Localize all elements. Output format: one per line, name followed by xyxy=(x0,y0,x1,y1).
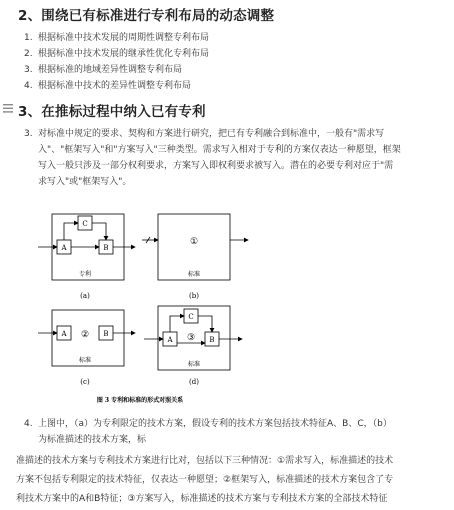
feature-b: B xyxy=(103,330,109,338)
feature-c: C xyxy=(82,220,88,228)
section-2-heading: 2、围绕已有标准进行专利布局的动态调整 xyxy=(18,8,275,24)
feature-a: A xyxy=(61,244,67,252)
paragraph-item-4: 4. 上图中，（a）为专利限定的技术方案，假设专利的技术方案包括技术特征A、B、C，（b） 为标准描述的技术方案，标 xyxy=(24,419,392,445)
diagram-b xyxy=(142,214,248,300)
feature-a: A xyxy=(167,336,173,344)
list-icon[interactable] xyxy=(3,104,13,116)
box-label: 标准 xyxy=(187,271,201,278)
feature-b: B xyxy=(209,336,215,344)
list-item: 2. 根据标准中技术发展的继承性优化专利布局 xyxy=(24,49,210,59)
list-item: 1. 根据标准中技术发展的周期性调整专利布局 xyxy=(24,33,210,43)
feature-a: A xyxy=(61,330,67,338)
box-label: 标准 xyxy=(187,361,201,368)
list-item: 3. 根据标准的地域差异性调整专利布局 xyxy=(24,65,183,75)
patent-standard-figure xyxy=(30,206,270,406)
feature-b: B xyxy=(103,244,109,252)
paragraph-item-3: 3. 对标准中规定的要求、契构和方案进行研究，把已有专利融合到标准中，一般有"需求写 入"、"框架写入"和"方案写入"三种类型。需求写入相对于专利的方案仅表达一种愿望，框架 写入一般只涉及一部分权利要求，方案写入即权利要求被写入。潜在的必要专利对应于"需 求写入"或"框架写入"。 xyxy=(24,129,401,187)
diagram-a xyxy=(38,214,135,300)
subfigure-label: (d) xyxy=(189,378,199,386)
mark-2: ② xyxy=(80,330,90,340)
subfigure-label: (b) xyxy=(189,292,199,300)
mark-3: ③ xyxy=(186,333,196,343)
subfigure-label: (c) xyxy=(80,378,90,386)
section-3-heading: 3、在推标过程中纳入已有专利 xyxy=(18,104,206,120)
diagram-d xyxy=(144,306,242,386)
feature-c: C xyxy=(188,313,194,321)
mark-1: ① xyxy=(189,237,199,247)
box-label: 标准 xyxy=(78,357,92,364)
box-label: 专利 xyxy=(78,271,92,278)
subfigure-label: (a) xyxy=(80,292,90,300)
diagram-c xyxy=(38,310,135,386)
list-item: 4. 根据标准中技术的差异性调整专利布局 xyxy=(24,81,192,91)
figure-caption: 图 3 专利和标准的形式对照关系 xyxy=(96,397,184,404)
paragraph-continuation: 准描述的技术方案与专利技术方案进行比对，包括以下三种情况：①需求写入，标准描述的技术 方案不包括专利限定的技术特征，仅表达一种愿望；②框架写入，标准描述的技术方案包含了专 利技术方案中的A和B特征；③方案写入，标准描述的技术方案与专利技术方案的全部技术特征 xyxy=(16,456,394,504)
